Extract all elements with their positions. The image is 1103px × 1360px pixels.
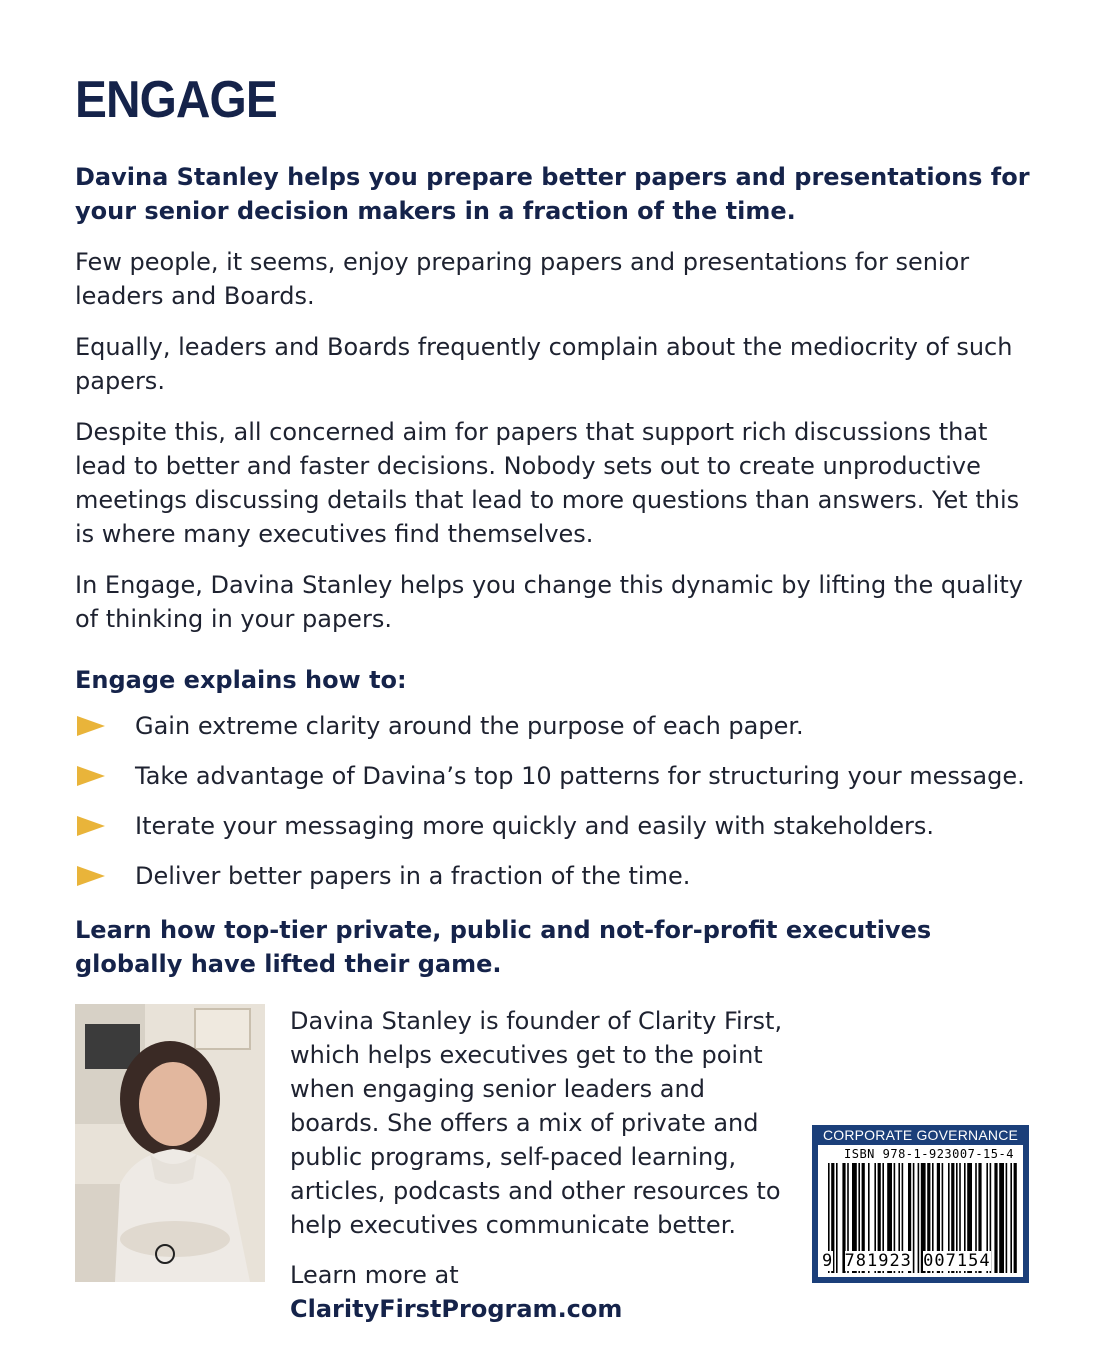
arrow-bullet-icon	[77, 816, 105, 836]
barcode-bar	[994, 1163, 997, 1273]
author-photo	[75, 1004, 265, 1282]
list-item-text: Take advantage of Davina’s top 10 patterns for structuring your message.	[135, 762, 1025, 790]
learn-more	[290, 1258, 790, 1326]
list-heading: Engage explains how to:	[75, 666, 407, 694]
list-item	[75, 759, 1035, 793]
back-cover-text	[75, 160, 1035, 998]
list-item-text: Deliver better papers in a fraction of the time.	[135, 862, 691, 890]
barcode-bar	[1006, 1163, 1008, 1273]
list-item-text: Gain extreme clarity around the purpose of each paper.	[135, 712, 804, 740]
author-portrait-icon	[75, 1004, 265, 1282]
paragraph: Equally, leaders and Boards frequently complain about the mediocrity of such papers.	[75, 333, 1013, 395]
list-item-text: Iterate your messaging more quickly and easily with stakeholders.	[135, 812, 935, 840]
benefit-list	[75, 709, 1035, 893]
book-title: ENGAGE	[75, 71, 277, 129]
isbn-barcode	[812, 1125, 1029, 1283]
barcode-bar	[1014, 1163, 1017, 1273]
barcode-digit-group2: 007154	[923, 1251, 991, 1271]
list-item	[75, 709, 1035, 743]
barcode-digit-group1: 781923	[844, 1251, 912, 1271]
list-item	[75, 859, 1035, 893]
arrow-bullet-icon	[77, 766, 105, 786]
barcode-bar	[999, 1163, 1004, 1273]
paragraph: Few people, it seems, enjoy preparing papers and presentations for senior leaders and Boards.	[75, 248, 970, 310]
barcode-panel	[818, 1145, 1023, 1277]
paragraph: In Engage, Davina Stanley helps you change this dynamic by lifting the quality of thinking in your papers.	[75, 571, 1023, 633]
author-bio	[290, 1004, 790, 1342]
barcode-digit-first: 9	[822, 1251, 834, 1271]
paragraph: Despite this, all concerned aim for papers that support rich discussions that lead to better and faster decisions. Nobody sets out to create unproductive meetings discussing details that lead to more questions than answers. Yet this is where many executives find themselves.	[75, 418, 1020, 548]
learn-more-prefix: Learn more at	[290, 1261, 459, 1289]
arrow-bullet-icon	[77, 716, 105, 736]
barcode-bar	[1010, 1163, 1012, 1273]
call-to-action: Learn how top-tier private, public and not-for-profit executives globally have lifted their game.	[75, 916, 932, 978]
barcode-category: CORPORATE GOVERNANCE	[822, 1127, 1019, 1143]
isbn-text: ISBN 978-1-923007-15-4	[844, 1147, 1014, 1161]
bio-text: Davina Stanley is founder of Clarity First, which helps executives get to the point when engaging senior leaders and boards. She offers a mix of private and public programs, self-paced learning, articles, podcasts and other resources to help executives communicate better.	[290, 1007, 783, 1239]
intro-bold: Davina Stanley helps you prepare better papers and presentations for your senior decision makers in a fraction of the time.	[75, 163, 1030, 225]
list-item	[75, 809, 1035, 843]
arrow-bullet-icon	[77, 866, 105, 886]
barcode-digits	[822, 1251, 991, 1271]
website-link[interactable]: ClarityFirstProgram.com	[290, 1295, 623, 1323]
